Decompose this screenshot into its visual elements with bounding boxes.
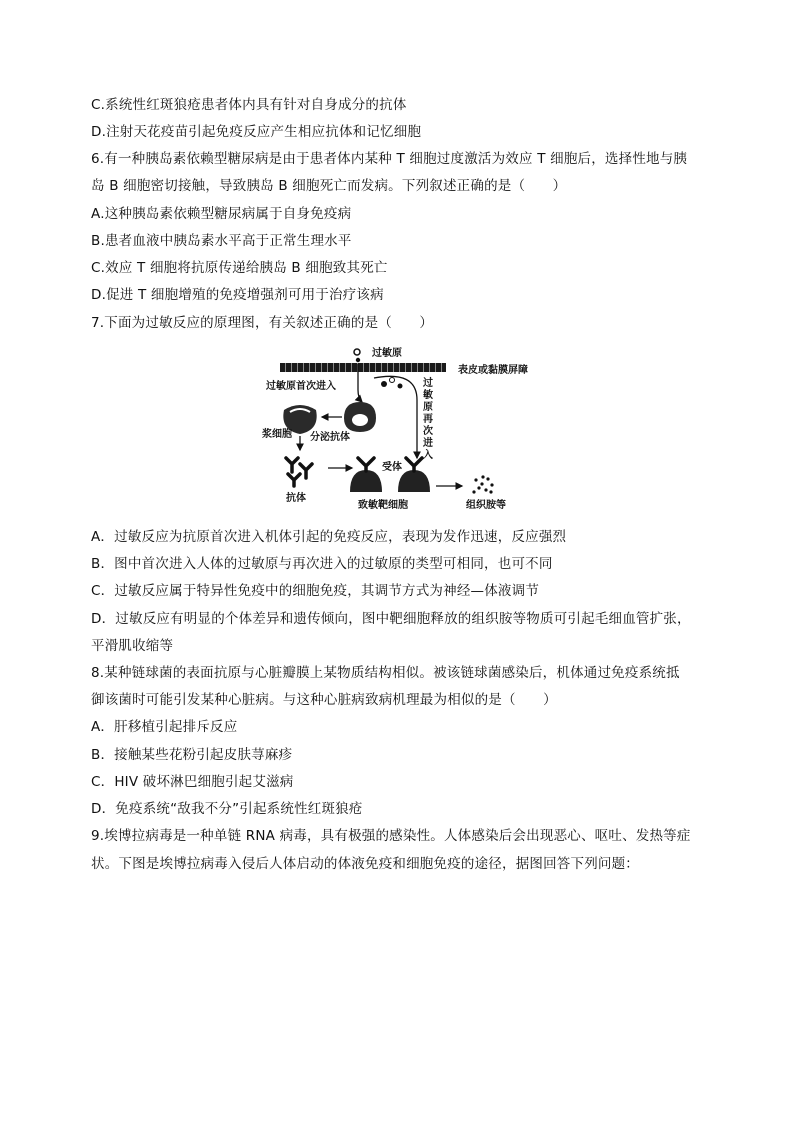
secrete-antibody-label: 分泌抗体 <box>310 432 350 443</box>
q8-option-c: C．HIV 破坏淋巴细胞引起艾滋病 <box>91 774 294 790</box>
svg-text:再: 再 <box>423 414 433 425</box>
b-cell-icon <box>344 402 376 432</box>
receptor-label: 受体 <box>382 462 402 473</box>
target-cell-icon <box>350 470 430 492</box>
question-6-stem-cont: 岛 B 细胞密切接触，导致胰岛 B 细胞死亡而发病。下列叙述正确的是（ ） <box>91 178 567 194</box>
line-2: D.注射天花疫苗引起免疫反应产生相应抗体和记忆细胞 <box>91 124 422 140</box>
q8-option-a: A．肝移植引起排斥反应 <box>91 719 238 735</box>
q6-option-b: B.患者血液中胰岛素水平高于正常生理水平 <box>91 233 352 249</box>
question-7-stem: 7.下面为过敏反应的原理图，有关叙述正确的是（ ） <box>91 315 434 331</box>
svg-text:入: 入 <box>423 450 433 461</box>
barrier-label: 表皮或黏膜屏障 <box>458 365 528 376</box>
q6-option-d: D.促进 T 细胞增殖的免疫增强剂可用于治疗该病 <box>91 287 384 303</box>
question-8-stem-cont: 御该菌时可能引发某种心脏病。与这种心脏病致病机理最为相似的是（ ） <box>91 692 557 708</box>
question-6-stem: 6.有一种胰岛素依赖型糖尿病是由于患者体内某种 T 细胞过度激活为效应 T 细胞后，选择性地与胰 <box>91 151 688 167</box>
svg-text:敏: 敏 <box>423 390 433 401</box>
antibody-label: 抗体 <box>286 493 306 504</box>
histamine-label: 组织胺等 <box>466 500 506 511</box>
allergy-mechanism-diagram <box>262 340 552 515</box>
allergen-label: 过敏原 <box>372 348 402 359</box>
second-entry-label <box>422 376 433 461</box>
svg-text:进: 进 <box>423 438 433 449</box>
q7-option-d: D．过敏反应有明显的个体差异和遗传倾向，图中靶细胞释放的组织胺等物质可引起毛细血管扩张， <box>91 611 691 627</box>
question-9-stem-cont: 状。下图是埃博拉病毒入侵后人体启动的体液免疫和细胞免疫的途径，据图回答下列问题： <box>91 856 639 872</box>
q6-option-a: A.这种胰岛素依赖型糖尿病属于自身免疫病 <box>91 206 352 222</box>
question-9-stem: 9.埃博拉病毒是一种单链 RNA 病毒，具有极强的感染性。人体感染后会出现恶心、呕吐、发热等症 <box>91 828 691 844</box>
antibody-icon <box>286 458 312 486</box>
first-entry-label: 过敏原首次进入 <box>266 381 336 392</box>
q8-option-b: B．接触某些花粉引起皮肤荨麻疹 <box>91 747 293 763</box>
question-8-stem: 8.某种链球菌的表面抗原与心脏瓣膜上某物质结构相似。被该链球菌感染后，机体通过免疫系统抵 <box>91 665 680 681</box>
svg-text:过: 过 <box>423 378 433 389</box>
q6-option-c: C.效应 T 细胞将抗原传递给胰岛 B 细胞致其死亡 <box>91 260 388 276</box>
target-cell-label: 致敏靶细胞 <box>358 500 408 511</box>
q7-option-c: C．过敏反应属于特异性免疫中的细胞免疫，其调节方式为神经—体液调节 <box>91 583 540 599</box>
svg-text:原: 原 <box>423 402 433 413</box>
barrier-bar <box>280 363 446 372</box>
q7-option-a: A．过敏反应为抗原首次进入机体引起的免疫反应，表现为发作迅速，反应强烈 <box>91 529 567 545</box>
line-1: C.系统性红斑狼疮患者体内具有针对自身成分的抗体 <box>91 97 407 113</box>
q7-option-d-cont: 平滑肌收缩等 <box>91 638 174 654</box>
q8-option-d: D．免疫系统“敌我不分”引起系统性红斑狼疮 <box>91 801 363 817</box>
plasma-cell-label: 浆细胞 <box>262 429 292 440</box>
svg-text:次: 次 <box>423 426 433 437</box>
second-entry-arrow <box>374 376 417 458</box>
histamine-icon <box>472 475 493 493</box>
q7-option-b: B．图中首次进入人体的过敏原与再次进入的过敏原的类型可相同，也可不同 <box>91 556 553 572</box>
